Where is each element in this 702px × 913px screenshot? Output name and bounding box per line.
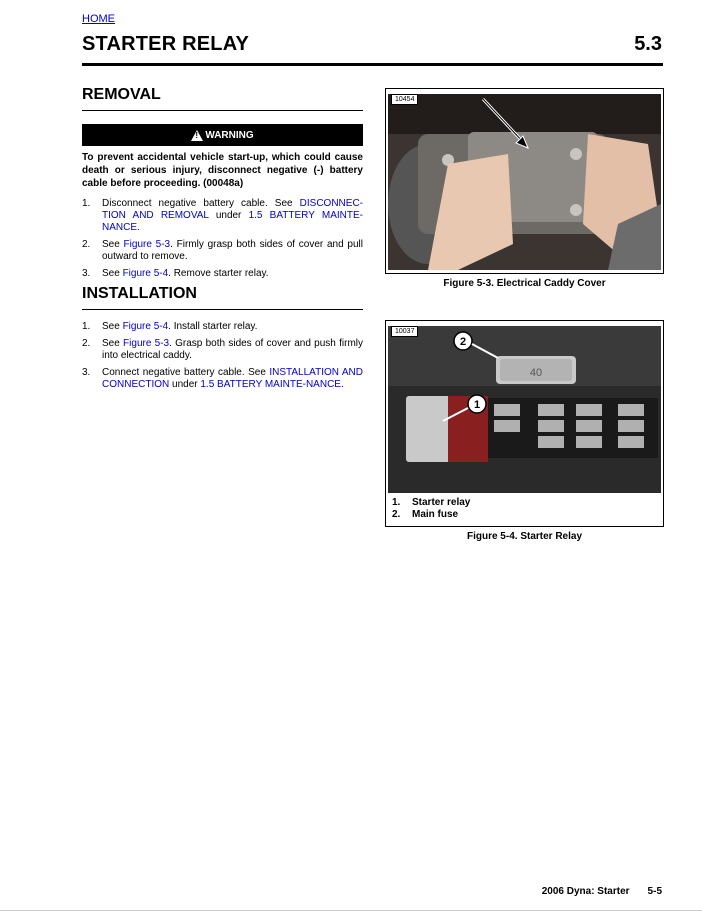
step-number: 3. <box>82 367 91 378</box>
caddy-cover-illustration <box>388 94 661 270</box>
left-column <box>82 86 363 396</box>
step-text: See <box>102 338 124 349</box>
warning-banner <box>82 124 363 146</box>
link-figure-5-4[interactable]: Figure 5-4 <box>122 268 169 279</box>
list-item <box>82 338 363 362</box>
list-item <box>82 367 363 391</box>
step-number: 3. <box>82 268 91 279</box>
step-text: . Install starter relay. <box>168 321 258 332</box>
electrical-caddy-photo <box>388 94 661 270</box>
figure-id: 10037 <box>391 326 418 337</box>
step-text: See <box>102 321 123 332</box>
step-text: Connect negative battery cable. See <box>102 367 270 378</box>
list-item <box>82 321 363 333</box>
installation-heading: INSTALLATION <box>82 285 197 302</box>
figure-legend <box>392 497 470 521</box>
callout-2: 2 <box>459 336 467 348</box>
legend-item: 2. Main fuse <box>392 509 459 520</box>
step-text: under <box>169 379 201 390</box>
link-battery-maintenance[interactable]: 1.5 BATTERY MAINTE-NANCE <box>200 379 341 390</box>
step-text: . Remove starter relay. <box>168 268 269 279</box>
installation-rule <box>82 309 363 310</box>
warning-text: To prevent accidental vehicle start-up, which could cause death or serious injury, disconnect negative (-) battery cable before proceeding. (00048a) <box>82 152 363 189</box>
removal-rule <box>82 110 363 111</box>
warning-label: WARNING <box>205 129 254 141</box>
footer-text: 2006 Dyna: Starter <box>541 886 630 897</box>
figure-5-3-caption: Figure 5-3. Electrical Caddy Cover <box>443 278 606 289</box>
figure-5-4 <box>385 320 664 527</box>
step-text: . Firmly grasp both sides of cover and pull outward to remove. <box>102 239 363 262</box>
figure-5-3 <box>385 88 664 274</box>
warning-triangle-icon: ! <box>191 130 203 141</box>
link-figure-5-3[interactable]: Figure 5-3 <box>123 338 170 349</box>
step-text: . Grasp both sides of cover and push firmly into electrical caddy. <box>102 338 363 361</box>
list-item <box>82 239 363 263</box>
link-disconnection-removal[interactable]: DISCONNEC-TION AND REMOVAL <box>102 198 363 221</box>
page-title: STARTER RELAY <box>82 33 250 55</box>
step-text: See <box>102 268 123 279</box>
page-footer <box>542 886 662 897</box>
link-figure-5-4[interactable]: Figure 5-4 <box>122 321 169 332</box>
step-text: . <box>137 222 140 233</box>
figure-5-4-caption: Figure 5-4. Starter Relay <box>466 531 583 542</box>
installation-steps <box>82 321 363 391</box>
step-number: 2. <box>82 239 91 250</box>
link-figure-5-3[interactable]: Figure 5-3 <box>123 239 171 250</box>
relay-illustration <box>388 326 661 493</box>
legend-item: 1. Starter relay <box>392 497 471 508</box>
page-number: 5-5 <box>647 886 662 897</box>
list-item <box>82 198 363 234</box>
bottom-rule <box>0 910 702 911</box>
step-text: See <box>102 239 124 250</box>
removal-steps <box>82 198 363 280</box>
step-number: 1. <box>82 321 91 332</box>
step-number: 2. <box>82 338 91 349</box>
step-text: Disconnect negative battery cable. See <box>102 198 300 209</box>
step-text: under <box>208 210 249 221</box>
callout-1: 1 <box>473 399 481 411</box>
section-number: 5.3 <box>634 33 662 55</box>
removal-heading: REMOVAL <box>82 86 161 103</box>
step-number: 1. <box>82 198 91 209</box>
starter-relay-photo <box>388 326 661 493</box>
main-fuse-label: 40 <box>529 367 543 379</box>
step-text: . <box>340 379 344 390</box>
home-link[interactable]: HOME <box>82 13 115 25</box>
list-item <box>82 268 363 280</box>
link-battery-maintenance[interactable]: 1.5 BATTERY MAINTE-NANCE <box>102 210 363 233</box>
link-installation-connection[interactable]: INSTALLATION AND CONNECTION <box>102 367 363 390</box>
figure-id: 10454 <box>391 94 418 105</box>
title-rule <box>82 63 663 66</box>
